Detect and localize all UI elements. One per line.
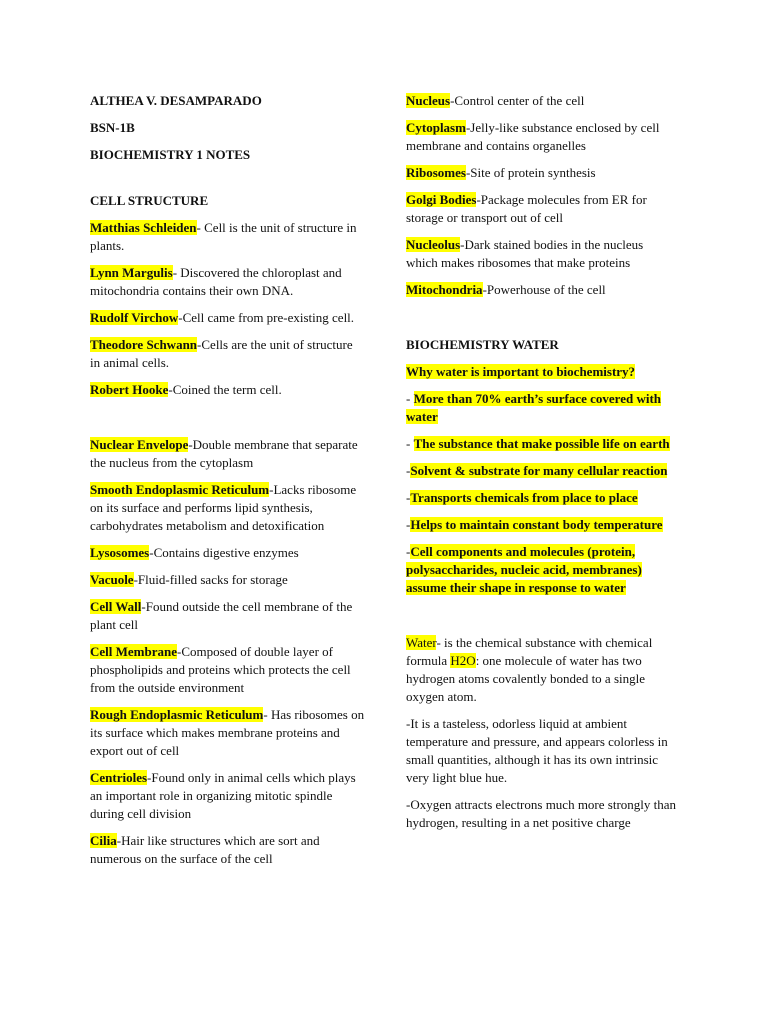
left-column [90, 92, 365, 877]
reason-prefix: - [406, 517, 411, 532]
term-description: -Lacks ribosome on its surface and performs lipid synthesis, carbohydrates metabolism and detoxification [90, 482, 357, 533]
definition-text: - is the chemical substance with chemical formula [406, 635, 653, 668]
question-highlight: Why water is important to biochemistry? [406, 364, 636, 379]
term-highlight: Vacuole [90, 572, 134, 587]
note-entry [406, 164, 678, 182]
cell-structure-heading: CELL STRUCTURE [90, 193, 209, 208]
formula-highlight: H2O [450, 653, 476, 668]
term-description: -Double membrane that separate the nucleus from the cytoplasm [90, 437, 358, 470]
note-entry [406, 281, 678, 299]
reason-item [406, 489, 678, 507]
term-highlight: Lynn Margulis [90, 265, 173, 280]
water-definition [406, 634, 678, 706]
water-note: -Oxygen attracts electrons much more strongly than hydrogen, resulting in a net positive charge [406, 797, 677, 830]
reason-item [406, 543, 678, 597]
term-highlight: Ribosomes [406, 165, 466, 180]
reason-item [406, 390, 678, 426]
term-description: -Composed of double layer of phospholipids and proteins which protects the cell from the outside environment [90, 644, 351, 695]
term-description: -Contains digestive enzymes [149, 545, 299, 560]
term-highlight: Robert Hooke [90, 382, 169, 397]
term-highlight: Mitochondria [406, 282, 483, 297]
term-description: -Jelly-like substance enclosed by cell membrane and contains organelles [406, 120, 660, 153]
term-highlight: Nuclear Envelope [90, 437, 189, 452]
term-description: - Cell is the unit of structure in plants. [90, 220, 357, 253]
term-description: -Hair like structures which are sort and numerous on the surface of the cell [90, 833, 320, 866]
definition-text: : one molecule of water has two hydrogen atoms covalently bonded to a single oxygen atom. [406, 653, 646, 704]
term-highlight: Nucleolus [406, 237, 461, 252]
reason-prefix: - [406, 391, 414, 406]
note-entry [90, 769, 365, 823]
term-description: -Powerhouse of the cell [482, 282, 606, 297]
reason-item [406, 516, 678, 534]
term-description: -Package molecules from ER for storage or transport out of cell [406, 192, 647, 225]
course-label: BSN-1B [90, 120, 135, 135]
note-entry [90, 706, 365, 760]
term-description: -Found only in animal cells which plays an important role in organizing mitotic spindle during cell division [90, 770, 356, 821]
note-entry [406, 92, 678, 110]
note-entry [90, 832, 365, 868]
note-entry [90, 264, 365, 300]
note-entry [90, 309, 365, 327]
term-highlight: Cilia [90, 833, 117, 848]
term-highlight: Cell Wall [90, 599, 142, 614]
note-entry [90, 481, 365, 535]
note-entry [90, 643, 365, 697]
term-highlight: Rudolf Virchow [90, 310, 179, 325]
reason-item [406, 462, 678, 480]
note-entry [406, 236, 678, 272]
note-entry [90, 598, 365, 634]
reason-prefix: - [406, 436, 414, 451]
water-note: -It is a tasteless, odorless liquid at ambient temperature and pressure, and appears colorless in small quantities, although it has its own intrinsic very light blue hue. [406, 716, 668, 785]
reason-prefix: - [406, 490, 411, 505]
spacer [406, 606, 678, 634]
term-highlight: Cytoplasm [406, 120, 466, 135]
note-entry [90, 436, 365, 472]
reason-item [406, 435, 678, 453]
author-name: ALTHEA V. DESAMPARADO [90, 93, 262, 108]
term-description: -Fluid-filled sacks for storage [133, 572, 288, 587]
note-entry [90, 219, 365, 255]
reason-prefix: - [406, 463, 411, 478]
water-section-heading: BIOCHEMISTRY WATER [406, 337, 559, 352]
term-highlight: Lysosomes [90, 545, 150, 560]
term-description: -Cell came from pre-existing cell. [178, 310, 355, 325]
term-description: - Has ribosomes on its surface which makes membrane proteins and export out of cell [90, 707, 365, 758]
term-description: -Found outside the cell membrane of the plant cell [90, 599, 353, 632]
note-entry [406, 119, 678, 155]
note-entry [90, 571, 365, 589]
term-highlight: Golgi Bodies [406, 192, 477, 207]
reason-highlight: Helps to maintain constant body temperature [410, 517, 663, 532]
term-highlight: Cell Membrane [90, 644, 178, 659]
water-question [406, 363, 678, 381]
notes-title: BIOCHEMISTRY 1 NOTES [90, 147, 251, 162]
note-entry [406, 191, 678, 227]
term-highlight: Matthias Schleiden [90, 220, 197, 235]
term-description: -Dark stained bodies in the nucleus which makes ribosomes that make proteins [406, 237, 644, 270]
spacer [406, 308, 678, 336]
term-description: -Site of protein synthesis [465, 165, 596, 180]
term-description: -Coined the term cell. [168, 382, 282, 397]
note-entry [90, 381, 365, 399]
term-highlight: Centrioles [90, 770, 148, 785]
term-highlight: Rough Endoplasmic Reticulum [90, 707, 264, 722]
note-entry [90, 336, 365, 372]
term-description: -Cells are the unit of structure in animal cells. [90, 337, 353, 370]
reason-highlight: More than 70% earth’s surface covered with water [406, 391, 662, 424]
term-description: - Discovered the chloroplast and mitochondria contains their own DNA. [90, 265, 342, 298]
term-description: -Control center of the cell [450, 93, 585, 108]
note-entry [90, 544, 365, 562]
reason-highlight: Solvent & substrate for many cellular reaction [410, 463, 668, 478]
reason-highlight: The substance that make possible life on earth [413, 436, 670, 451]
term-highlight: Smooth Endoplasmic Reticulum [90, 482, 270, 497]
right-column [406, 92, 678, 841]
term-highlight: Water [406, 635, 437, 650]
spacer [90, 408, 365, 436]
reason-prefix: - [406, 544, 411, 559]
term-highlight: Theodore Schwann [90, 337, 198, 352]
reason-highlight: Transports chemicals from place to place [410, 490, 638, 505]
spacer [90, 173, 365, 192]
term-highlight: Nucleus [406, 93, 451, 108]
reason-highlight: Cell components and molecules (protein, polysaccharides, nucleic acid, membranes) assume their shape in response to water [406, 544, 642, 595]
